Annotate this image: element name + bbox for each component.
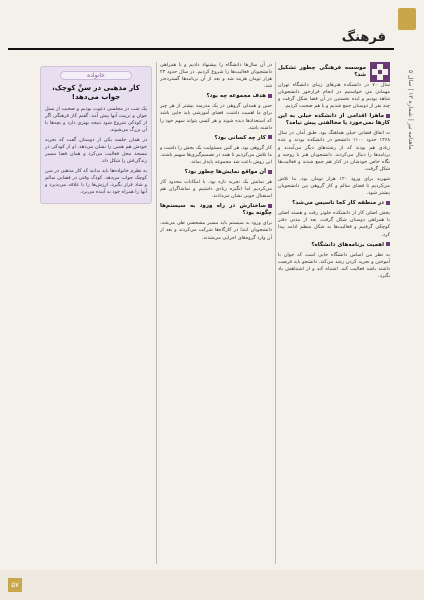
section-title: فرهنگ [341, 30, 386, 45]
foundation-logo-icon [370, 62, 390, 82]
page-number: ۵۷ [8, 578, 22, 592]
answer-paragraph: بخش اصلی کار از دانشکده جلوتر رفت و هسته اصلی با همراهی دوستان شکل گرفت. بعد از مدتی دفتر کوچکی گرفتیم و فعالیت‌ها به شکل منظم ادامه پیدا کرد. [278, 210, 390, 238]
sidebar-paragraph: به نظرم خانواده‌ها باید بدانند که کار مذهبی در سن کوچک جواب می‌دهد. کودک وقتی در فضایی سالم و شاد قرار بگیرد، ارزش‌ها را با علاقه می‌پذیرد و آنها را همراه خود به آینده می‌برد. [45, 168, 147, 196]
sidebar-paragraph: در همان جلسه یکی از دوستان گفت که تجربه خودش هم همین را نشان می‌دهد. او از کودکی در مسجد محل فعالیت می‌کرد و همان فضا مسیر زندگی‌اش را شکل داد. [45, 137, 147, 165]
answer-paragraph: برای ورود به سیستم باید مسیر مشخصی طی می‌شد. دانشجویان ابتدا در کارگاه‌ها شرکت می‌کردند و بعد از آن وارد گروه‌های اجرایی می‌شدند. [160, 220, 272, 241]
question-heading: اهمیت برنامه‌های دانشگاه؟ [278, 242, 390, 249]
column-left [40, 62, 152, 204]
page-footer [0, 570, 424, 600]
answer-paragraph: شهریه برای ورود ۱۲۰ هزار تومان بود. ما تلاش می‌کردیم تا فضای سالم و کار گروهی بین دانشجویان بیشتر شود. [278, 175, 390, 197]
bullet-square-icon [386, 201, 390, 205]
answer-paragraph: حس و همدلی گروهی در یک مدرسه بیشتر از هر چیز برای ما اهمیت داشت. فضای آموزشی باید جایی باشد که استعدادها دیده شوند و هر کسی بتواند سهم خود را داشته باشد. [160, 103, 272, 131]
bullet-square-icon [268, 204, 272, 208]
header-rule [8, 48, 394, 50]
column-right [278, 62, 390, 283]
vertical-strip [398, 0, 416, 600]
answer-paragraph: کار گروهی بود. هر کس مسئولیت یک بخش را داشت و ما تلاش می‌کردیم تا همه در تصمیم‌گیری‌ها سهیم باشند. این روش باعث شد مجموعه پایدار بماند. [160, 144, 272, 165]
sidebar-title: کار مذهبی در سنِّ کوچک، جواب می‌دهد! [52, 84, 140, 102]
column-middle [160, 62, 272, 245]
question-heading: ساختارش در راه ورود به سیستم‌ها چگونه بود؟ [160, 203, 272, 217]
bullet-square-icon [268, 170, 272, 174]
section-tab [398, 8, 416, 30]
section-header [8, 30, 394, 54]
question-heading: ماهرا اقدامی از دانشکده خیلی به این کارها نمی‌خورد یا مخالفتی پیش نیامد؟ [278, 113, 390, 127]
answer-paragraph: در آن سال‌ها دانشگاه را پیشنهاد دادیم و با همراهی دانشجویان فعالیت‌ها را شروع کردیم. در سال حدود ۲۳ هزار تومان هزینه شد و بعد از آن برنامه‌ها گسترده‌تر شد. [160, 62, 272, 90]
bullet-square-icon [386, 242, 390, 246]
question-heading: آن مواقع نمایش‌ها چطور بود؟ [160, 169, 272, 176]
sidebar-tag: خانواده [60, 71, 132, 80]
question-heading: هدف مجموعه چه بود؟ [160, 93, 272, 100]
question-heading: در منطقه کار کجا تاسیس می‌شد؟ [278, 200, 390, 207]
bullet-square-icon [268, 135, 272, 139]
answer-paragraph: به اتفاق فضایی خیلی هماهنگ بود. طبق آمار، در سال ۱۳۶۸ حدود ۱۱۰۰ دانشجو در دانشکده بودند و عده زیادی هم بودند که از رشته‌های دیگر می‌آمدند و برنامه‌ها را دنبال می‌کردند. دانشجویان هنر با روحیه و نگاه خاص خودشان در کنار هم جمع شدند و فعالیت‌ها شکل گرفت. [278, 130, 390, 172]
question-heading: کار چه کسانی بود؟ [160, 135, 272, 142]
answer-paragraph: سال ۷۰ در دانشکده هنرهای زیبای دانشگاه تهران مهمانی مي خواستيم در انجام فرارخور دانشجويان شاهد بودیم و ایده نخستین در آن فضا شکل گرفت و چند نفر از دوستان جمع شدیم و با هم صحبت کردیم. [278, 82, 390, 110]
bullet-square-icon [386, 114, 390, 118]
issue-line: ماهنامه تیر | شماره ۱۳ | سال ۵ [407, 70, 414, 150]
sidebar-paragraph: یک شب در مجلسی دعوت بودیم و صحبت از نسل جوان و تربیت آنها پیش آمد. گفتم کار فرهنگی اگر از کودکی شروع شود نتیجه بهتری دارد و بچه‌ها با آن بزرگ می‌شوند. [45, 106, 147, 134]
answer-paragraph: به نظر من اساس دانشگاه جایی است که جوان با آموختن و تجربه کردن رشد می‌کند. دانشجو باید فرصت داشته باشد فعالیت کند، اشتباه کند و از اشتباهش یاد بگیرد. [278, 251, 390, 279]
sidebar-box [40, 66, 152, 204]
column-divider [275, 62, 276, 564]
answer-paragraph: هر نمایش یک تجربه تازه بود. با امکانات محدود کار می‌کردیم اما انگیزه زیادی داشتیم و تماشاگران هم استقبال خوبی نشان می‌دادند. [160, 179, 272, 200]
column-divider [156, 62, 157, 564]
question-heading: موسسه فرهنگی چطور تشکیل شد؟ [278, 65, 366, 78]
bullet-square-icon [268, 94, 272, 98]
